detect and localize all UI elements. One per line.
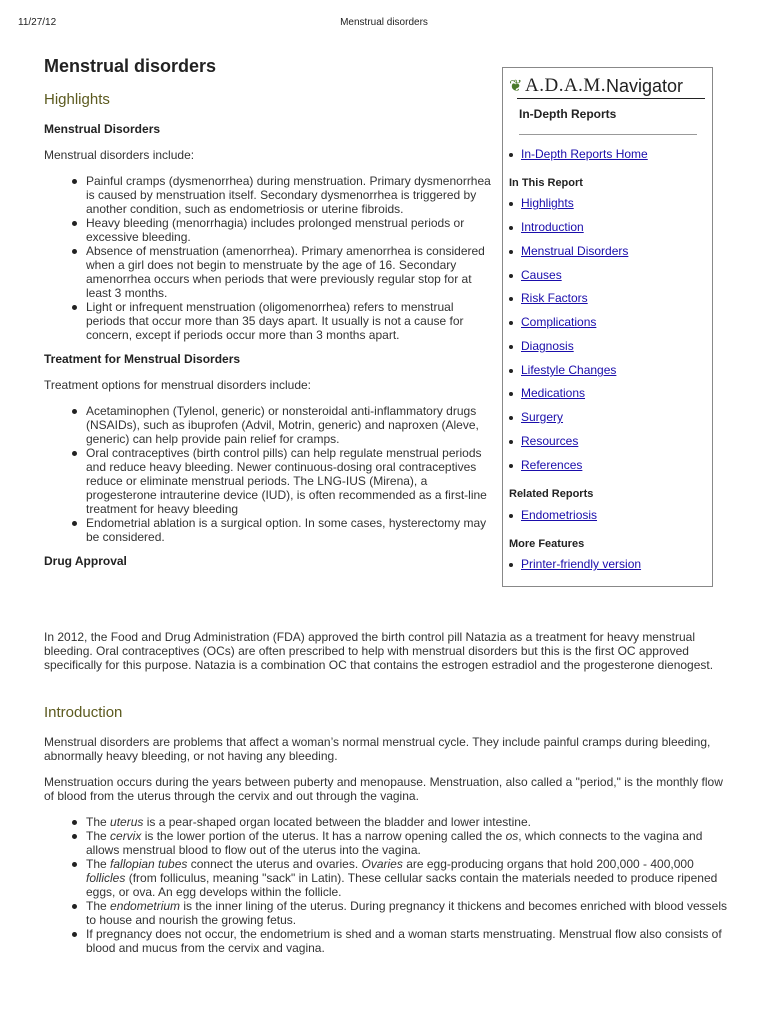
nav-link-risk-factors[interactable]: Risk Factors: [521, 291, 588, 305]
md-list: [44, 174, 494, 342]
nav-link-complications[interactable]: Complications: [521, 315, 597, 329]
logo-underline: [517, 98, 705, 99]
related-reports-heading: Related Reports: [509, 488, 594, 500]
in-depth-reports-home-link[interactable]: In-Depth Reports Home: [521, 147, 648, 161]
intro-paragraph-2: Menstruation occurs during the years between puberty and menopause. Menstruation, also called a "period," is the monthly flow of blood from the uterus through the cervix and out through the vagina.: [44, 775, 723, 803]
main-content: [44, 56, 494, 580]
drug-approval-section: [44, 630, 734, 684]
drug-approval-subheading: Drug Approval: [44, 554, 127, 568]
print-title: Menstrual disorders: [340, 17, 428, 28]
nav-link-resources[interactable]: Resources: [521, 434, 579, 448]
introduction-section: [44, 704, 734, 965]
md-intro: Menstrual disorders include:: [44, 148, 195, 162]
divider: [519, 134, 697, 135]
nav-link-menstrual-disorders[interactable]: Menstrual Disorders: [521, 244, 629, 258]
nav-link-highlights[interactable]: Highlights: [521, 196, 574, 210]
nav-link-references[interactable]: References: [521, 458, 583, 472]
more-features-heading: More Features: [509, 538, 585, 550]
nav-link-lifestyle-changes[interactable]: Lifestyle Changes: [521, 363, 617, 377]
list-item: The uterus is a pear-shaped organ located between the bladder and lower intestine.: [86, 815, 734, 829]
nav-link-introduction[interactable]: Introduction: [521, 220, 584, 234]
highlights-heading: Highlights: [44, 91, 110, 108]
list-item: Light or infrequent menstruation (oligomenorrhea) refers to menstrual periods that occur more than 35 days apart. It usually is not a cause for concern, except if periods occur more than 3 months apart.: [86, 300, 494, 342]
list-item: Painful cramps (dysmenorrhea) during menstruation. Primary dysmenorrhea is caused by menstruation itself. Secondary dysmenorrhea is triggered by another condition, such as endometriosis or uterine fibroids.: [86, 174, 494, 216]
list-item: The endometrium is the inner lining of the uterus. During pregnancy it thickens and becomes enriched with blood vessels to house and nourish the growing fetus.: [86, 899, 734, 927]
printer-friendly-link[interactable]: Printer-friendly version: [521, 557, 642, 571]
menstrual-disorders-subheading: Menstrual Disorders: [44, 122, 161, 136]
list-item: If pregnancy does not occur, the endometrium is shed and a woman starts menstruating. Menstrual flow also consists of blood and mucus from the cervix and vagina.: [86, 927, 734, 955]
list-item: Heavy bleeding (menorrhagia) includes prolonged menstrual periods or excessive bleeding.: [86, 216, 494, 244]
intro-paragraph-1: Menstrual disorders are problems that affect a woman’s normal menstrual cycle. They include painful cramps during bleeding, abnormally heavy bleeding, or not having any bleeding.: [44, 735, 711, 763]
adam-logo: [509, 74, 707, 96]
nav-link-endometriosis[interactable]: Endometriosis: [521, 508, 598, 522]
page-title: Menstrual disorders: [44, 56, 217, 76]
treatment-list: [44, 404, 494, 544]
treatment-intro: Treatment options for menstrual disorders include:: [44, 378, 312, 392]
nav-link-surgery[interactable]: Surgery: [521, 410, 564, 424]
nav-link-causes[interactable]: Causes: [521, 268, 562, 282]
in-this-report-heading: In This Report: [509, 177, 583, 189]
treatment-subheading: Treatment for Menstrual Disorders: [44, 352, 241, 366]
anatomy-list: [44, 815, 734, 955]
logo-brand: A.D.A.M.: [525, 75, 607, 96]
list-item: The fallopian tubes connect the uterus and ovaries. Ovaries are egg-producing organs that hold 200,000 - 400,000 follicles (from folliculus, meaning "sack" in Latin). These cellular sacks contain the materials needed to produce ripened eggs, or ova. An egg develops within the follicle.: [86, 857, 734, 899]
leaf-icon: ❦: [509, 78, 523, 95]
logo-product: Navigator: [606, 76, 684, 96]
introduction-heading: Introduction: [44, 704, 123, 721]
nav-link-diagnosis[interactable]: Diagnosis: [521, 339, 574, 353]
print-date: 11/27/12: [18, 17, 57, 28]
list-item: Absence of menstruation (amenorrhea). Primary amenorrhea is considered when a girl does not begin to menstruate by the age of 16. Secondary amenorrhea occurs when periods that were previously regular stop for at least 3 months.: [86, 244, 494, 300]
list-item: Endometrial ablation is a surgical option. In some cases, hysterectomy may be considered.: [86, 516, 494, 544]
list-item: Oral contraceptives (birth control pills) can help regulate menstrual periods and reduce heavy bleeding. Newer continuous-dosing oral contraceptives reduce or eliminate menstrual periods. The LNG-IUS (Mirena), a progesterone intrauterine device (IUD), is often recommended as a first-line treatment for heavy bleeding: [86, 446, 494, 516]
drug-approval-text: In 2012, the Food and Drug Administration (FDA) approved the birth control pill Natazia as a treatment for heavy menstrual bleeding. Oral contraceptives (OCs) are often prescribed to help with menstrual disorders but this is the first OC approved specifically for this purpose. Natazia is a combination OC that contains the estrogen estradiol and the progesterone dienogest.: [44, 630, 714, 672]
adam-navigator-panel: [502, 67, 713, 587]
list-item: The cervix is the lower portion of the uterus. It has a narrow opening called the os, which connects to the vagina and allows menstrual blood to flow out of the uterus into the vagina.: [86, 829, 734, 857]
list-item: Acetaminophen (Tylenol, generic) or nonsteroidal anti-inflammatory drugs (NSAIDs), such as ibuprofen (Advil, Motrin, generic) and naproxen (Aleve, generic) can help provide pain relief for cramps.: [86, 404, 494, 446]
nav-link-medications[interactable]: Medications: [521, 386, 586, 400]
nav-subtitle: In-Depth Reports: [519, 107, 617, 121]
